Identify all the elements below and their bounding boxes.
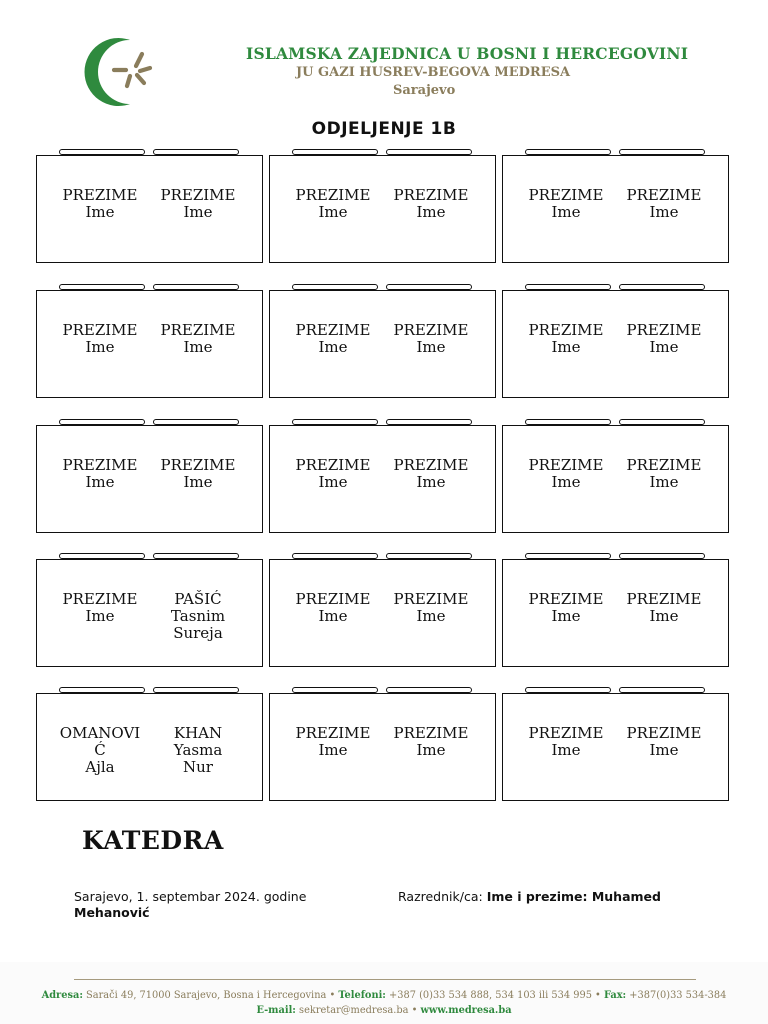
chair-tab <box>525 553 611 559</box>
seat-right <box>382 725 480 759</box>
website-link[interactable]: www.medresa.ba <box>420 1005 512 1016</box>
student-name: Ime <box>85 607 115 625</box>
student-name: Tasnim <box>170 607 226 625</box>
student-name: Ime <box>318 473 348 491</box>
footer-divider <box>74 979 696 980</box>
student-desk <box>36 559 263 667</box>
student-surname: PREZIME <box>528 590 604 608</box>
homeroom-teacher-name-cont: Mehanović <box>74 905 150 920</box>
fax-value: +387(0)33 534-384 <box>626 990 727 1001</box>
student-name: Ć <box>94 741 106 759</box>
student-name: Sureja <box>173 624 223 642</box>
seat-left <box>51 187 149 221</box>
student-name: Ime <box>183 338 213 356</box>
student-surname: PREZIME <box>626 590 702 608</box>
student-surname: PREZIME <box>295 724 371 742</box>
seat-right <box>149 725 247 776</box>
seat-right <box>149 457 247 491</box>
chair-tab <box>525 687 611 693</box>
student-name: Ime <box>649 607 679 625</box>
seat-left <box>517 322 615 356</box>
student-surname: PREZIME <box>528 186 604 204</box>
chair-tab <box>619 149 705 155</box>
student-name: Ime <box>318 607 348 625</box>
student-surname: PREZIME <box>393 456 469 474</box>
seat-right <box>149 322 247 356</box>
student-name: Ime <box>416 741 446 759</box>
student-name: Ime <box>649 338 679 356</box>
chair-tab <box>153 687 239 693</box>
contact-email-line <box>0 1005 768 1016</box>
seat-right <box>382 457 480 491</box>
student-desk <box>269 425 496 533</box>
seat-right <box>615 591 713 625</box>
adresa-label: Adresa: <box>41 990 83 1001</box>
student-desk <box>502 425 729 533</box>
chair-tab <box>153 149 239 155</box>
student-surname: PREZIME <box>528 456 604 474</box>
chair-tab <box>386 419 472 425</box>
seat-right <box>149 187 247 221</box>
seat-left <box>284 457 382 491</box>
seat-left <box>284 725 382 759</box>
chair-tab <box>292 419 378 425</box>
student-name: Ime <box>416 607 446 625</box>
student-surname: PREZIME <box>626 321 702 339</box>
student-name: Ime <box>85 338 115 356</box>
student-surname: PREZIME <box>528 724 604 742</box>
student-desk <box>269 290 496 398</box>
signature-line <box>74 889 661 904</box>
homeroom-teacher <box>398 889 661 904</box>
chair-tab <box>292 149 378 155</box>
student-name: Ime <box>318 741 348 759</box>
org-name-line1: ISLAMSKA ZAJEDNICA U BOSNI I HERCEGOVINI <box>246 44 689 63</box>
student-surname: PREZIME <box>295 456 371 474</box>
chair-tab <box>619 419 705 425</box>
student-surname: PREZIME <box>295 590 371 608</box>
student-name: Ime <box>318 203 348 221</box>
student-desk <box>36 290 263 398</box>
student-desk <box>269 693 496 801</box>
homeroom-teacher-name: Ime i prezime: Muhamed <box>486 889 661 904</box>
student-surname: PREZIME <box>295 186 371 204</box>
chair-tab <box>59 284 145 290</box>
seat-left <box>51 725 149 776</box>
chair-tab <box>386 149 472 155</box>
telefoni-value: +387 (0)33 534 888, 534 103 ili 534 995 • <box>385 990 604 1001</box>
student-surname: PREZIME <box>528 321 604 339</box>
chair-tab <box>292 687 378 693</box>
class-title: ODJELJENJE 1B <box>311 119 457 139</box>
teacher-desk-label: KATEDRA <box>82 826 224 855</box>
student-name: Nur <box>183 758 213 776</box>
letterhead <box>0 0 768 115</box>
chair-tab <box>59 149 145 155</box>
chair-tab <box>153 419 239 425</box>
chair-tab <box>619 284 705 290</box>
chair-tab <box>59 419 145 425</box>
student-desk <box>502 155 729 263</box>
student-name: Ajla <box>85 758 115 776</box>
chair-tab <box>153 553 239 559</box>
seat-right <box>382 591 480 625</box>
seat-left <box>51 322 149 356</box>
crescent-star-logo-icon <box>70 32 156 112</box>
student-desk <box>502 290 729 398</box>
student-surname: KHAN <box>173 724 223 742</box>
org-name-line2: JU GAZI HUSREV-BEGOVA MEDRESA <box>296 65 571 80</box>
contact-address-line <box>0 990 768 1001</box>
student-desk <box>36 425 263 533</box>
student-name: Ime <box>551 607 581 625</box>
seat-left <box>517 725 615 759</box>
seat-left <box>51 457 149 491</box>
seat-right <box>615 725 713 759</box>
seat-right <box>382 187 480 221</box>
seat-right <box>615 187 713 221</box>
seat-right <box>615 457 713 491</box>
student-name: Ime <box>183 203 213 221</box>
adresa-value: Sarači 49, 71000 Sarajevo, Bosna i Hercegovina • <box>82 990 339 1001</box>
student-name: Ime <box>551 473 581 491</box>
chair-tab <box>386 553 472 559</box>
student-name: Ime <box>551 741 581 759</box>
seat-left <box>517 187 615 221</box>
student-surname: PREZIME <box>62 590 138 608</box>
student-surname: PREZIME <box>160 186 236 204</box>
student-desk <box>502 693 729 801</box>
chair-tab <box>386 687 472 693</box>
chair-tab <box>525 149 611 155</box>
student-name: Ime <box>416 473 446 491</box>
student-surname: PREZIME <box>160 456 236 474</box>
student-surname: PREZIME <box>626 724 702 742</box>
chair-tab <box>525 284 611 290</box>
telefoni-label: Telefoni: <box>338 990 386 1001</box>
seat-right <box>382 322 480 356</box>
student-name: Yasma <box>173 741 223 759</box>
student-name: Ime <box>85 203 115 221</box>
homeroom-teacher-label: Razrednik/ca: <box>398 889 487 904</box>
student-name: Ime <box>416 203 446 221</box>
fax-label: Fax: <box>603 990 627 1001</box>
student-surname: PREZIME <box>393 186 469 204</box>
student-surname: PREZIME <box>62 321 138 339</box>
student-surname: PREZIME <box>160 321 236 339</box>
seat-right <box>615 322 713 356</box>
chair-tab <box>292 284 378 290</box>
seat-left <box>284 591 382 625</box>
student-surname: PREZIME <box>393 590 469 608</box>
student-desk <box>502 559 729 667</box>
seat-left <box>51 591 149 625</box>
org-city: Sarajevo <box>393 83 456 98</box>
student-surname: OMANOVI <box>59 724 141 742</box>
student-desk <box>269 559 496 667</box>
student-surname: PREZIME <box>62 456 138 474</box>
chair-tab <box>525 419 611 425</box>
chair-tab <box>619 553 705 559</box>
student-surname: PREZIME <box>295 321 371 339</box>
chair-tab <box>59 553 145 559</box>
seat-left <box>284 322 382 356</box>
student-name: Ime <box>85 473 115 491</box>
student-desk <box>269 155 496 263</box>
student-surname: PAŠIĆ <box>174 590 222 608</box>
chair-tab <box>153 284 239 290</box>
email-label: E-mail: <box>256 1005 296 1016</box>
student-name: Ime <box>183 473 213 491</box>
student-name: Ime <box>649 473 679 491</box>
chair-tab <box>386 284 472 290</box>
student-surname: PREZIME <box>626 456 702 474</box>
student-name: Ime <box>649 203 679 221</box>
student-surname: PREZIME <box>62 186 138 204</box>
student-name: Ime <box>416 338 446 356</box>
student-name: Ime <box>551 203 581 221</box>
chair-tab <box>292 553 378 559</box>
chair-tab <box>619 687 705 693</box>
student-name: Ime <box>318 338 348 356</box>
seat-right <box>149 591 247 642</box>
email-value[interactable]: sekretar@medresa.ba • <box>295 1005 421 1016</box>
student-surname: PREZIME <box>393 724 469 742</box>
seat-left <box>517 457 615 491</box>
student-name: Ime <box>649 741 679 759</box>
seat-left <box>284 187 382 221</box>
student-desk <box>36 693 263 801</box>
seat-left <box>517 591 615 625</box>
student-surname: PREZIME <box>393 321 469 339</box>
student-desk <box>36 155 263 263</box>
student-surname: PREZIME <box>626 186 702 204</box>
place-date: Sarajevo, 1. septembar 2024. godine <box>74 889 307 904</box>
chair-tab <box>59 687 145 693</box>
student-name: Ime <box>551 338 581 356</box>
